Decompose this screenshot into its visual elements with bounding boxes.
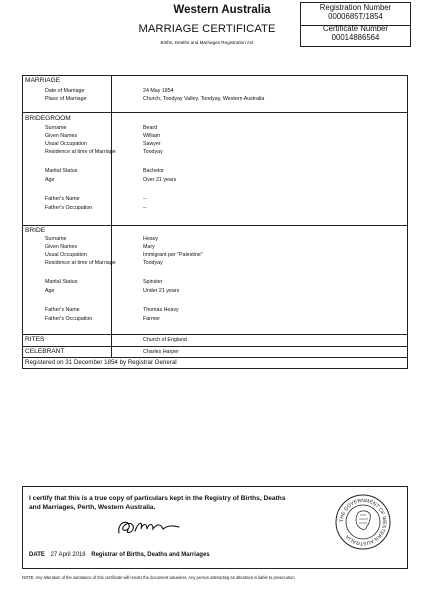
divider-celebrant xyxy=(22,346,408,347)
particulars-table xyxy=(22,75,408,369)
groom-occupation: Sawyer xyxy=(143,141,161,147)
groom-occupation-label: Usual Occupation xyxy=(45,141,87,147)
issuing-state: Western Australia xyxy=(173,4,271,16)
registration-number-box xyxy=(300,2,411,26)
section-bride: BRIDE xyxy=(25,227,46,234)
registered-note: Registered on 31 December 1854 by Registrar General xyxy=(25,359,177,366)
bride-surname: Heavy xyxy=(143,236,159,242)
groom-father-occupation-label: Father's Occupation xyxy=(45,205,93,211)
divider-registered xyxy=(22,357,408,358)
svg-text:THE GOVERNMENT OF WESTERN AUST: THE GOVERNMENT OF WESTERN AUSTRALIA xyxy=(338,497,388,547)
bride-age-label: Age xyxy=(45,288,55,294)
bride-father-name-label: Father's Name xyxy=(45,307,80,313)
registration-act: Births, Deaths and Marriages Registration Act xyxy=(160,40,254,45)
rites-label: RITES xyxy=(25,336,45,343)
certification-date: 27 April 2018 xyxy=(50,552,86,558)
bride-marital-status: Spinster xyxy=(143,279,163,285)
column-divider xyxy=(111,75,112,357)
certificate-number-label: Certificate Number xyxy=(323,24,388,33)
date-label: DATE xyxy=(29,552,45,558)
footer-note: NOTE: Any alteration of the substance of this certificate will render the document valueless. Any person attempting an alteration is liable to prosecution xyxy=(22,575,295,580)
marriage-date: 24 May 1854 xyxy=(143,88,174,94)
bride-given-names: Mary xyxy=(143,244,155,250)
registrar-title: Registrar of Births, Deaths and Marriages xyxy=(91,552,210,558)
celebrant-label: CELEBRANT xyxy=(25,348,65,355)
groom-status-label: Marital Status xyxy=(45,168,78,174)
bride-occupation: Immigrant per "Palestine" xyxy=(143,252,203,258)
section-bridegroom: BRIDEGROOM xyxy=(25,115,71,122)
government-seal-icon xyxy=(334,493,392,551)
marriage-place: Church, Toodyay Valley, Toodyay, Western Australia xyxy=(143,96,265,102)
groom-given-names: William xyxy=(143,133,161,139)
bride-occupation-label: Usual Occupation xyxy=(45,252,87,258)
certification-date-line xyxy=(29,552,210,558)
groom-surname: Beard xyxy=(143,125,158,131)
bride-given-label: Given Names xyxy=(45,244,78,250)
groom-father-name-label: Father's Name xyxy=(45,196,80,202)
marriage-date-label: Date of Marriage xyxy=(45,88,85,94)
groom-age-label: Age xyxy=(45,177,55,183)
bride-residence-label: Residence at time of Marriage xyxy=(45,260,116,266)
registration-number: 0000685T/1854 xyxy=(328,12,383,21)
groom-given-label: Given Names xyxy=(45,133,78,139)
bride-father-occupation-label: Father's Occupation xyxy=(45,316,93,322)
bride-status-label: Marital Status xyxy=(45,279,78,285)
certificate-number: 00014886564 xyxy=(331,33,380,42)
section-marriage: MARRIAGE xyxy=(25,77,61,84)
registration-number-label: Registration Number xyxy=(319,3,392,12)
bride-age: Under 21 years xyxy=(143,288,180,294)
certification-text: I certify that this is a true copy of particulars kept in the Registry of Births, Deaths and Marriages, Perth, Western Australia. xyxy=(29,495,286,511)
groom-residence-label: Residence at time of Marriage xyxy=(45,149,116,155)
groom-surname-label: Surname xyxy=(45,125,67,131)
marriage-place-label: Place of Marriage xyxy=(45,96,87,102)
groom-residence: Toodyay xyxy=(143,149,163,155)
celebrant-value: Charles Harper xyxy=(143,349,179,355)
bride-father-occupation: Farmer xyxy=(143,316,161,322)
registrar-signature xyxy=(113,517,183,539)
groom-father-occupation: -- xyxy=(143,205,147,211)
groom-age: Over 21 years xyxy=(143,177,177,183)
certification-box xyxy=(22,486,408,569)
bride-surname-label: Surname xyxy=(45,236,67,242)
divider-rites xyxy=(22,334,408,335)
document-title: MARRIAGE CERTIFICATE xyxy=(138,23,276,35)
bride-residence: Toodyay xyxy=(143,260,163,266)
rites-value: Church of England xyxy=(143,337,187,343)
groom-marital-status: Bachelor xyxy=(143,168,164,174)
groom-father-name: -- xyxy=(143,196,147,202)
bride-father-name: Thomas Heavy xyxy=(143,307,179,313)
divider-bridegroom xyxy=(22,112,408,113)
divider-bride xyxy=(22,225,408,226)
certificate-number-box xyxy=(300,24,411,47)
